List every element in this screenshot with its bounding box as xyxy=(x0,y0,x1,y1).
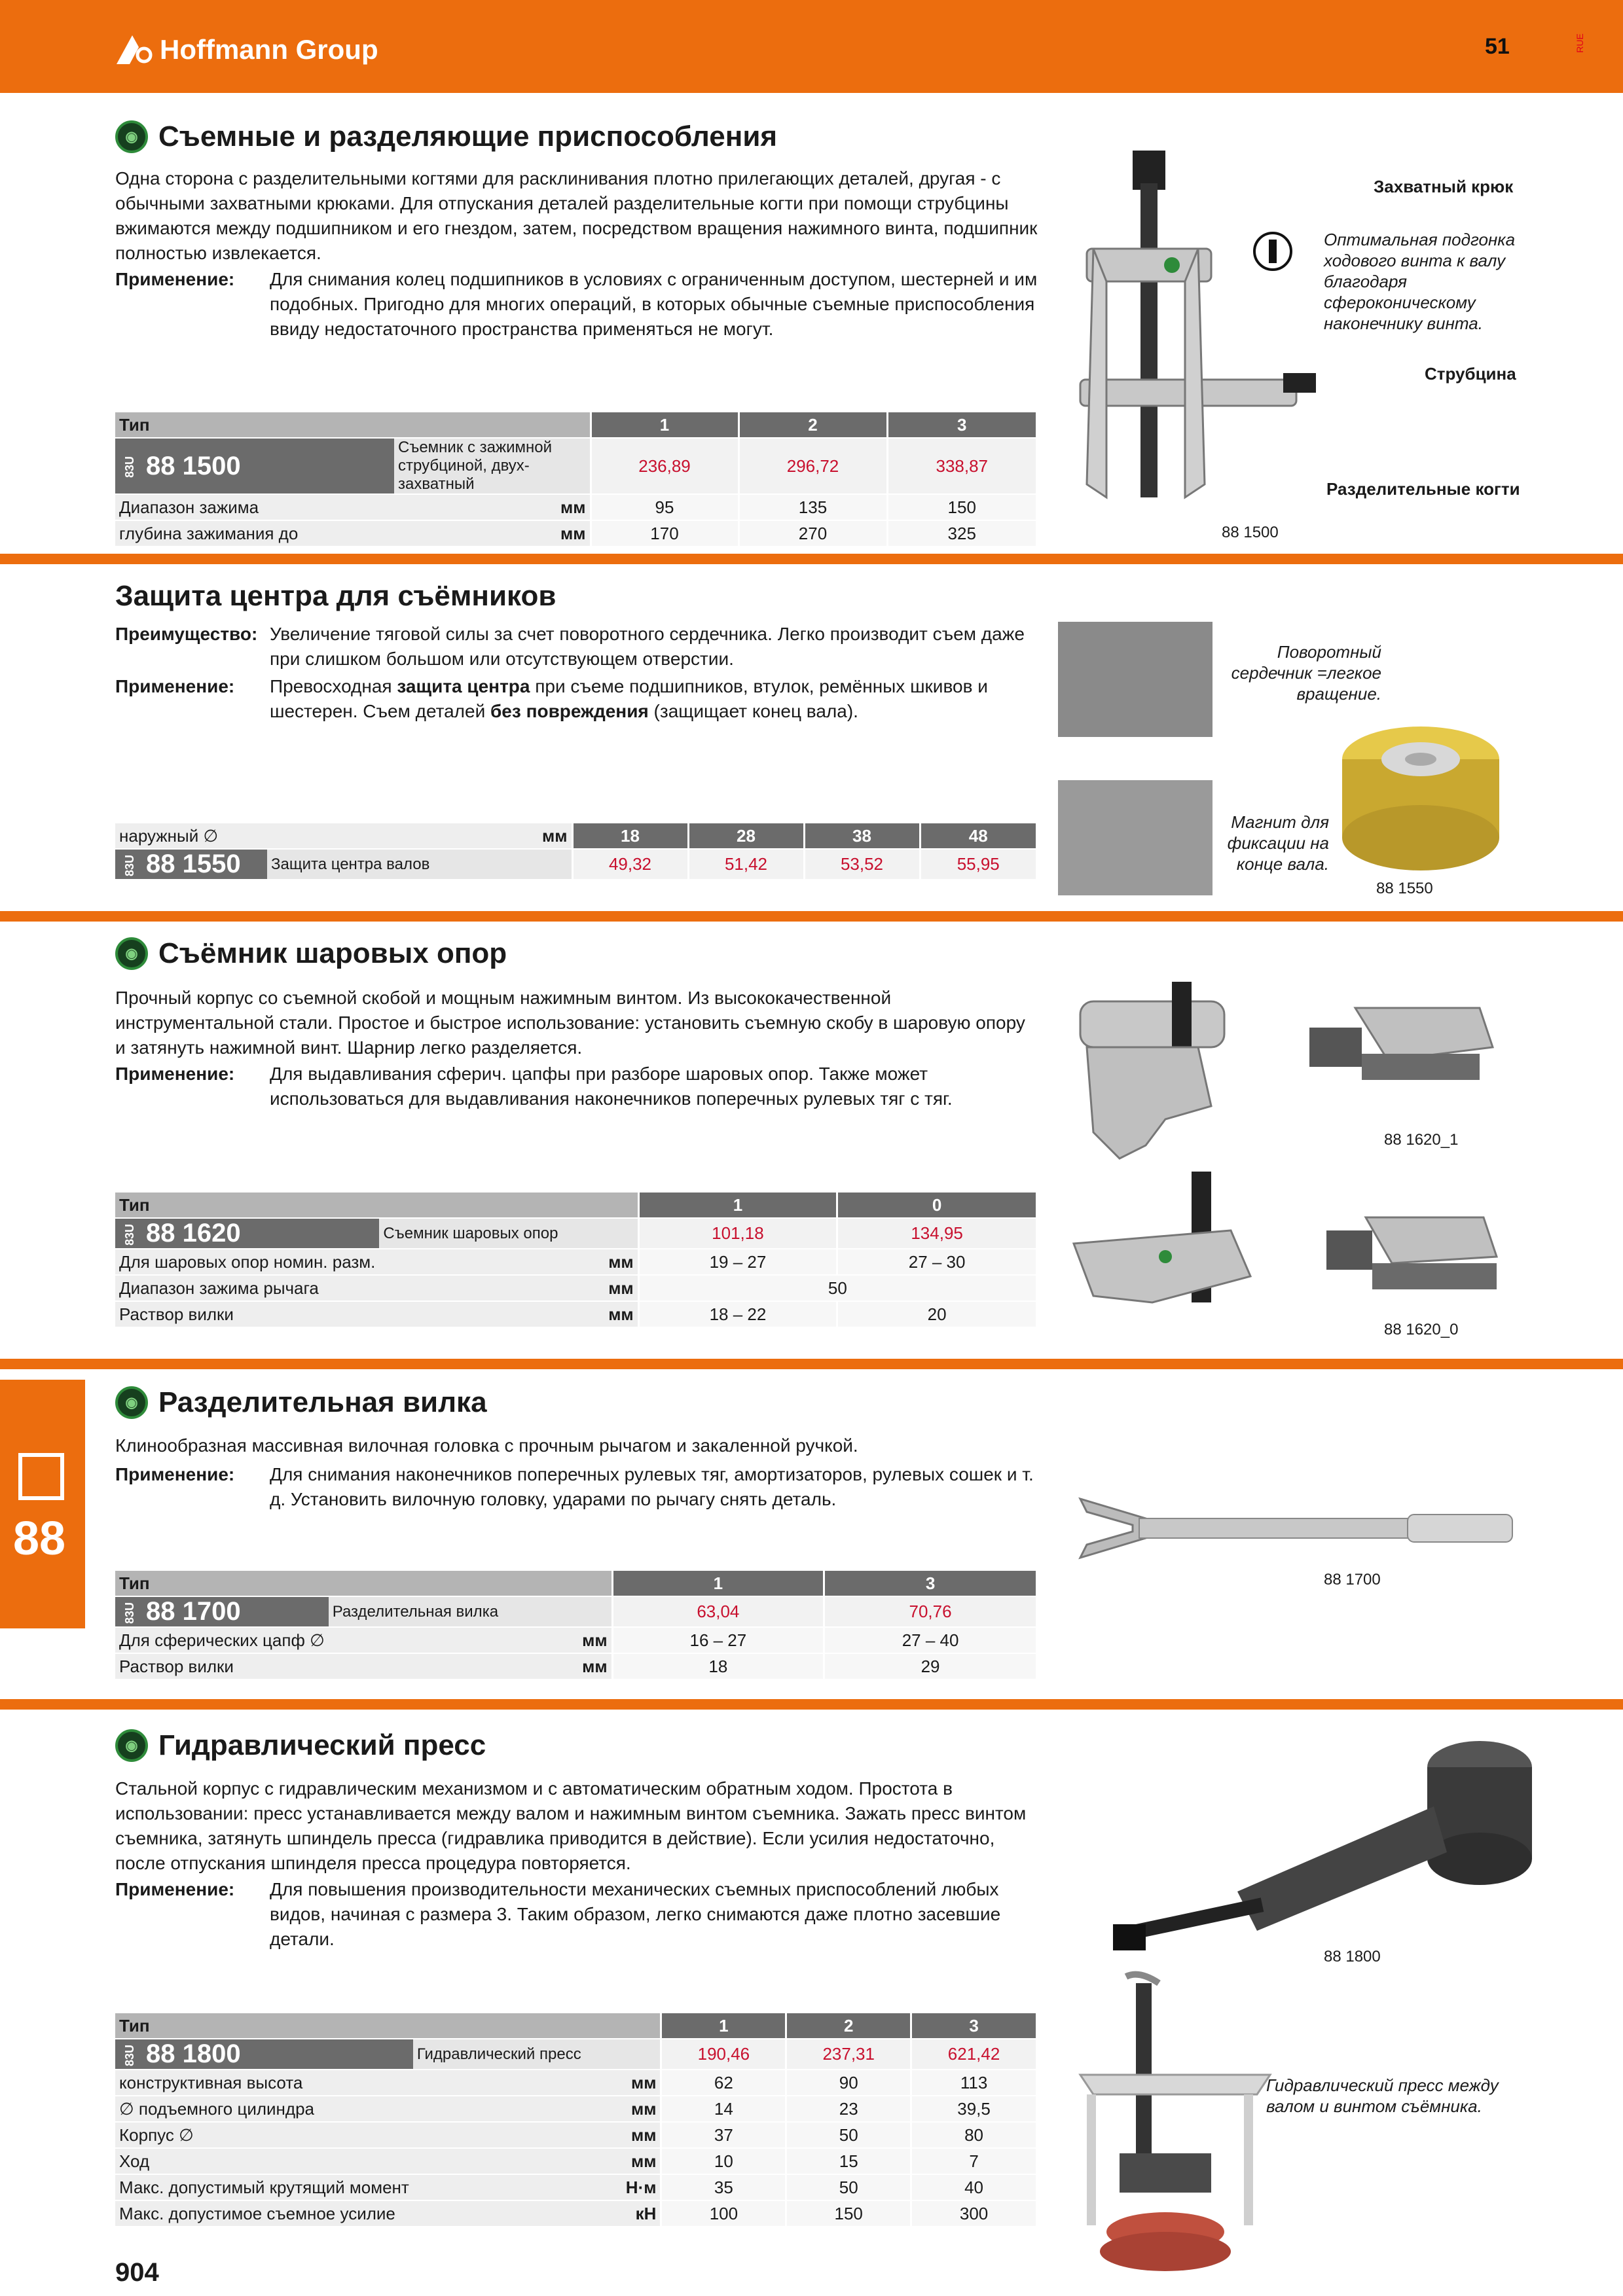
row-value: 113 xyxy=(911,2070,1036,2096)
spec-table-881500 xyxy=(115,412,1036,547)
row-value: 40 xyxy=(911,2174,1036,2200)
column-header: 2 xyxy=(786,2013,911,2039)
row-unit: мм xyxy=(413,2096,661,2122)
column-header: 1 xyxy=(638,1193,837,1218)
section-bullet-icon: ◉ xyxy=(115,120,148,153)
article-name: Защита центра валов xyxy=(267,849,572,880)
section-description: Прочный корпус со съемной скобой и мощным нажимным винтом. Из высококачественной инструментальной стали. Простое и быстрое использование: установить съемную скобу в шаровую опору и затянуть нажимной винт. Шарнир легко разделяется. xyxy=(115,988,1025,1058)
table-row xyxy=(115,1275,1036,1301)
row-value: 300 xyxy=(911,2200,1036,2227)
application-text: Для снимания наконечников поперечных рулевых тяг, амортизаторов, рулевых сошек и т. д. Установить вилочную головку, ударами по рычагу снять деталь. xyxy=(270,1464,1034,1509)
spec-table-881550 xyxy=(115,823,1036,880)
article-code[interactable] xyxy=(115,1596,329,1627)
row-value: 270 xyxy=(739,520,887,547)
application-label: Применение: xyxy=(115,676,235,696)
column-header: 0 xyxy=(837,1193,1036,1218)
application-row xyxy=(115,1062,1038,1111)
ball-joint-puller-photo-1 xyxy=(1309,988,1506,1119)
table-row xyxy=(115,2174,1036,2200)
hoffmann-logo-icon xyxy=(117,35,153,64)
row-unit: мм xyxy=(394,494,591,520)
article-row[interactable] xyxy=(115,2039,1036,2070)
press-caption: Гидравлический пресс между валом и винтом съёмника. xyxy=(1266,2075,1499,2116)
article-row[interactable] xyxy=(115,1218,1036,1249)
price-cell[interactable]: 237,31 xyxy=(786,2039,911,2070)
article-name: Разделительная вилка xyxy=(329,1596,612,1627)
row-value: 95 xyxy=(591,494,739,520)
side-tool-icon xyxy=(18,1453,64,1500)
spec-table-881800 xyxy=(115,2013,1036,2227)
app-text-bold: без повреждения xyxy=(490,701,649,721)
image-reference: 88 1500 xyxy=(1222,524,1279,541)
column-header: 38 xyxy=(804,823,920,849)
row-value: 50 xyxy=(786,2174,911,2200)
row-value: 20 xyxy=(837,1301,1036,1327)
rotate-screw-icon xyxy=(1252,230,1294,272)
application-row xyxy=(115,267,1038,342)
table-row xyxy=(115,1249,1036,1275)
row-unit: мм xyxy=(379,1249,638,1275)
article-code[interactable] xyxy=(115,1218,379,1249)
row-value: 170 xyxy=(591,520,739,547)
price-cell[interactable]: 53,52 xyxy=(804,849,920,880)
row-value: 27 – 30 xyxy=(837,1249,1036,1275)
app-text-bold: защита центра xyxy=(397,676,530,696)
article-code-text: 88 1800 xyxy=(146,2039,241,2068)
row-label: наружный ∅ xyxy=(115,823,267,849)
row-value: 39,5 xyxy=(911,2096,1036,2122)
row-unit: мм xyxy=(413,2148,661,2174)
article-code-text: 88 1700 xyxy=(146,1597,241,1626)
column-header: 18 xyxy=(572,823,688,849)
photo-center-guard-use-1 xyxy=(1058,622,1213,737)
section-title xyxy=(115,580,556,613)
section-description: Стальной корпус с гидравлическим механизмом и с автоматическим обратным ходом. Простота в использовании: пресс устанавливается между валом и нажимным винтом съемника. Зажать пресс винтом съемника, затянуть шпиндель пресса (гидравлика приводится в действие). Если усилия недостаточно, после отпускания шпинделя пресса процедура повторяется. xyxy=(115,1778,1027,1873)
row-label: Для шаровых опор номин. разм. xyxy=(115,1249,379,1275)
code-prefix: 83U xyxy=(123,1223,137,1246)
row-unit: мм xyxy=(413,2122,661,2148)
row-value: 50 xyxy=(786,2122,911,2148)
table-row xyxy=(115,1653,1036,1679)
application-label: Применение: xyxy=(115,1879,235,1899)
catalog-side-tab xyxy=(0,1380,85,1628)
section-separator xyxy=(0,911,1623,922)
price-cell[interactable]: 101,18 xyxy=(638,1218,837,1249)
row-label: Ход xyxy=(115,2148,413,2174)
image-reference: 88 1620_1 xyxy=(1384,1131,1459,1149)
caption-core: Поворотный сердечник =легкое вращение. xyxy=(1231,642,1381,704)
type-label: Тип xyxy=(115,2013,661,2039)
page-header xyxy=(0,0,1623,93)
column-header: 3 xyxy=(887,412,1036,438)
column-header: 2 xyxy=(739,412,887,438)
section-bullet-icon: ◉ xyxy=(115,1386,148,1419)
callout-screw: Оптимальная подгонка ходового винта к валу благодаря сфероконическому наконечнику винта. xyxy=(1324,230,1516,333)
row-label: Корпус ∅ xyxy=(115,2122,413,2148)
application-text: Для повышения производительности механических съемных приспособлений любых видов, начиная с размера 3. Таким образом, легко снимаются даже плотно засевшие детали. xyxy=(270,1879,1001,1949)
callout-clamp: Струбцина xyxy=(1425,364,1516,384)
application-row xyxy=(115,1462,1038,1512)
article-code-text: 88 1620 xyxy=(146,1219,241,1247)
section-separator xyxy=(0,554,1623,564)
application-text xyxy=(270,674,1038,724)
row-label: Диапазон зажима рычага xyxy=(115,1275,379,1301)
table-row xyxy=(115,520,1036,547)
row-value: 15 xyxy=(786,2148,911,2174)
caption-magnet: Магнит для фиксации на конце вала. xyxy=(1227,812,1329,874)
table-header-row xyxy=(115,2013,1036,2039)
brand-name: Hoffmann Group xyxy=(160,34,378,65)
row-value: 62 xyxy=(661,2070,786,2096)
photo-center-guard-use-2 xyxy=(1058,780,1213,895)
row-value: 19 – 27 xyxy=(638,1249,837,1275)
image-reference: 88 1700 xyxy=(1324,1571,1381,1588)
row-value: 325 xyxy=(887,520,1036,547)
callout-hook: Захватный крюк xyxy=(1374,177,1514,196)
article-row[interactable] xyxy=(115,849,1036,880)
article-name: Съемник шаровых опор xyxy=(379,1218,638,1249)
row-value: 35 xyxy=(661,2174,786,2200)
section-title xyxy=(115,1386,487,1419)
row-value: 23 xyxy=(786,2096,911,2122)
table-row xyxy=(115,494,1036,520)
row-value: 100 xyxy=(661,2200,786,2227)
price-cell[interactable]: 134,95 xyxy=(837,1218,1036,1249)
row-value: 37 xyxy=(661,2122,786,2148)
table-row xyxy=(115,2200,1036,2227)
row-value: 10 xyxy=(661,2148,786,2174)
app-text-part: (защищает конец вала). xyxy=(648,701,858,721)
section-title-text: Гидравлический пресс xyxy=(158,1729,486,1761)
row-value: 18 xyxy=(612,1653,824,1679)
lang-tag: RUE xyxy=(1574,33,1585,53)
type-label: Тип xyxy=(115,1193,638,1218)
section-bullet-icon: ◉ xyxy=(115,937,148,970)
code-prefix: 83U xyxy=(123,2044,137,2066)
row-label: Макс. допустимое съемное усилие xyxy=(115,2200,413,2227)
row-unit: мм xyxy=(379,1275,638,1301)
article-row[interactable] xyxy=(115,438,1036,494)
price-cell[interactable]: 51,42 xyxy=(688,849,804,880)
row-unit: кН xyxy=(413,2200,661,2227)
column-header: 1 xyxy=(612,1571,824,1596)
footer-page-number: 904 xyxy=(115,2258,159,2287)
app-text-part: Превосходная xyxy=(270,676,397,696)
code-prefix: 83U xyxy=(123,456,137,478)
spec-table-881700 xyxy=(115,1571,1036,1680)
table-header-row xyxy=(115,412,1036,438)
application-label: Применение: xyxy=(115,1464,235,1484)
article-code-text: 88 1500 xyxy=(146,451,241,480)
row-value: 90 xyxy=(786,2070,911,2096)
press-in-puller-image xyxy=(1074,1970,1283,2284)
section-description: Клинообразная массивная вилочная головка с прочным рычагом и закаленной ручкой. xyxy=(115,1435,858,1456)
row-value: 135 xyxy=(739,494,887,520)
article-code-text: 88 1550 xyxy=(146,850,241,878)
table-row xyxy=(115,823,1036,849)
ball-joint-puller-image-1 xyxy=(1067,975,1264,1172)
center-guard-image xyxy=(1336,720,1506,877)
application-row xyxy=(115,674,1038,724)
row-value: 150 xyxy=(887,494,1036,520)
row-value: 29 xyxy=(824,1653,1036,1679)
table-header-row xyxy=(115,1193,1036,1218)
row-unit: мм xyxy=(329,1627,612,1653)
image-reference: 88 1550 xyxy=(1376,880,1433,897)
article-code[interactable] xyxy=(115,438,394,494)
separator-fork-image xyxy=(1074,1486,1519,1571)
section-title-text: Съёмник шаровых опор xyxy=(158,937,507,969)
column-header: 28 xyxy=(688,823,804,849)
brand-logo xyxy=(117,34,378,65)
row-value: 7 xyxy=(911,2148,1036,2174)
ball-joint-puller-photo-0 xyxy=(1326,1204,1510,1322)
section-title xyxy=(115,1729,486,1762)
application-row xyxy=(115,1877,1038,1952)
row-value: 14 xyxy=(661,2096,786,2122)
type-label: Тип xyxy=(115,412,591,438)
column-header: 3 xyxy=(824,1571,1036,1596)
table-row xyxy=(115,2096,1036,2122)
section-bullet-icon: ◉ xyxy=(115,1729,148,1762)
section-title-text: Защита центра для съёмников xyxy=(115,580,556,612)
price-cell[interactable]: 621,42 xyxy=(911,2039,1036,2070)
price-cell[interactable]: 236,89 xyxy=(591,438,739,494)
application-label: Применение: xyxy=(115,269,235,289)
spec-table-881620 xyxy=(115,1193,1036,1328)
article-name: Съемник с зажимной струбциной, двух-захватный xyxy=(394,438,591,494)
callout-claws: Разделительные когти xyxy=(1326,479,1520,499)
application-text: Для снимания колец подшипников в условиях с ограниченным доступом, шестерней и им подобных. Пригодно для многих операций, в которых обычные съемные приспособления ввиду недостаточного пространства применяться не могут. xyxy=(270,269,1038,339)
table-row xyxy=(115,2148,1036,2174)
row-label: Раствор вилки xyxy=(115,1301,379,1327)
row-label: Макс. допустимый крутящий момент xyxy=(115,2174,413,2200)
table-row xyxy=(115,1301,1036,1327)
table-header-row xyxy=(115,1571,1036,1596)
code-prefix: 83U xyxy=(123,1602,137,1624)
advantage-label: Преимущество: xyxy=(115,624,258,644)
row-unit: мм xyxy=(379,1301,638,1327)
row-unit: Н·м xyxy=(413,2174,661,2200)
hydraulic-press-image xyxy=(1106,1728,1539,1970)
application-text: Для выдавливания сферич. цапфы при разборе шаровых опор. Также может использоваться для выдавливания наконечников поперечных рулевых тяг с тяг. xyxy=(270,1064,953,1109)
row-unit: мм xyxy=(329,1653,612,1679)
price-cell[interactable]: 49,32 xyxy=(572,849,688,880)
image-reference: 88 1620_0 xyxy=(1384,1321,1459,1338)
price-cell[interactable]: 70,76 xyxy=(824,1596,1036,1627)
application-label: Применение: xyxy=(115,1064,235,1084)
article-row[interactable] xyxy=(115,1596,1036,1627)
price-cell[interactable]: 55,95 xyxy=(920,849,1036,880)
row-unit: мм xyxy=(413,2070,661,2096)
advantage-text: Увеличение тяговой силы за счет поворотного сердечника. Легко производит съем даже при слишком большом или отсутствующем отверстии. xyxy=(270,624,1025,669)
row-value: 18 – 22 xyxy=(638,1301,837,1327)
section-separator xyxy=(0,1359,1623,1369)
row-value: 150 xyxy=(786,2200,911,2227)
row-label: ∅ подъемного цилиндра xyxy=(115,2096,413,2122)
table-row xyxy=(115,2070,1036,2096)
row-label: Для сферических цапф ∅ xyxy=(115,1627,329,1653)
row-value: 16 – 27 xyxy=(612,1627,824,1653)
advantage-row xyxy=(115,622,1038,672)
row-value: 50 xyxy=(638,1275,1036,1301)
article-code[interactable] xyxy=(115,849,267,880)
column-header: 48 xyxy=(920,823,1036,849)
price-cell[interactable]: 63,04 xyxy=(612,1596,824,1627)
row-label: Раствор вилки xyxy=(115,1653,329,1679)
row-unit: мм xyxy=(267,823,572,849)
section-title xyxy=(115,120,777,153)
article-code[interactable] xyxy=(115,2039,413,2070)
type-label: Тип xyxy=(115,1571,612,1596)
code-prefix: 83U xyxy=(123,854,137,876)
article-name: Гидравлический пресс xyxy=(413,2039,661,2070)
side-tab-number: 88 xyxy=(13,1513,66,1565)
ball-joint-puller-image-0 xyxy=(1067,1172,1264,1322)
price-cell[interactable]: 296,72 xyxy=(739,438,887,494)
puller-image xyxy=(1067,144,1342,537)
row-value: 80 xyxy=(911,2122,1036,2148)
row-label: конструктивная высота xyxy=(115,2070,413,2096)
section-separator xyxy=(0,1699,1623,1710)
row-value: 27 – 40 xyxy=(824,1627,1036,1653)
price-cell[interactable]: 338,87 xyxy=(887,438,1036,494)
row-label: глубина зажимания до xyxy=(115,520,394,547)
section-title-text: Съемные и разделяющие приспособления xyxy=(158,120,778,152)
section-title-text: Разделительная вилка xyxy=(158,1386,487,1418)
column-header: 3 xyxy=(911,2013,1036,2039)
app-text-part: при съеме подшипников, втулок, ремённых шкивов и шестерен. Съем деталей xyxy=(270,676,988,721)
table-row xyxy=(115,1627,1036,1653)
column-header: 1 xyxy=(591,412,739,438)
image-reference: 88 1800 xyxy=(1324,1948,1381,1965)
price-cell[interactable]: 190,46 xyxy=(661,2039,786,2070)
section-title xyxy=(115,937,507,970)
table-row xyxy=(115,2122,1036,2148)
section-description: Одна сторона с разделительными когтями для расклинивания плотно прилегающих деталей, другая - с обычными захватными крюками. Для отпускания деталей разделительные когти при помощи струбцины вжимаются между подшипником и его гнездом, затем, посредством вращения нажимного винта, подшипник полностью извлекается. xyxy=(115,168,1038,263)
row-label: Диапазон зажима xyxy=(115,494,394,520)
row-unit: мм xyxy=(394,520,591,547)
page-number: 51 xyxy=(1485,34,1510,59)
column-header: 1 xyxy=(661,2013,786,2039)
